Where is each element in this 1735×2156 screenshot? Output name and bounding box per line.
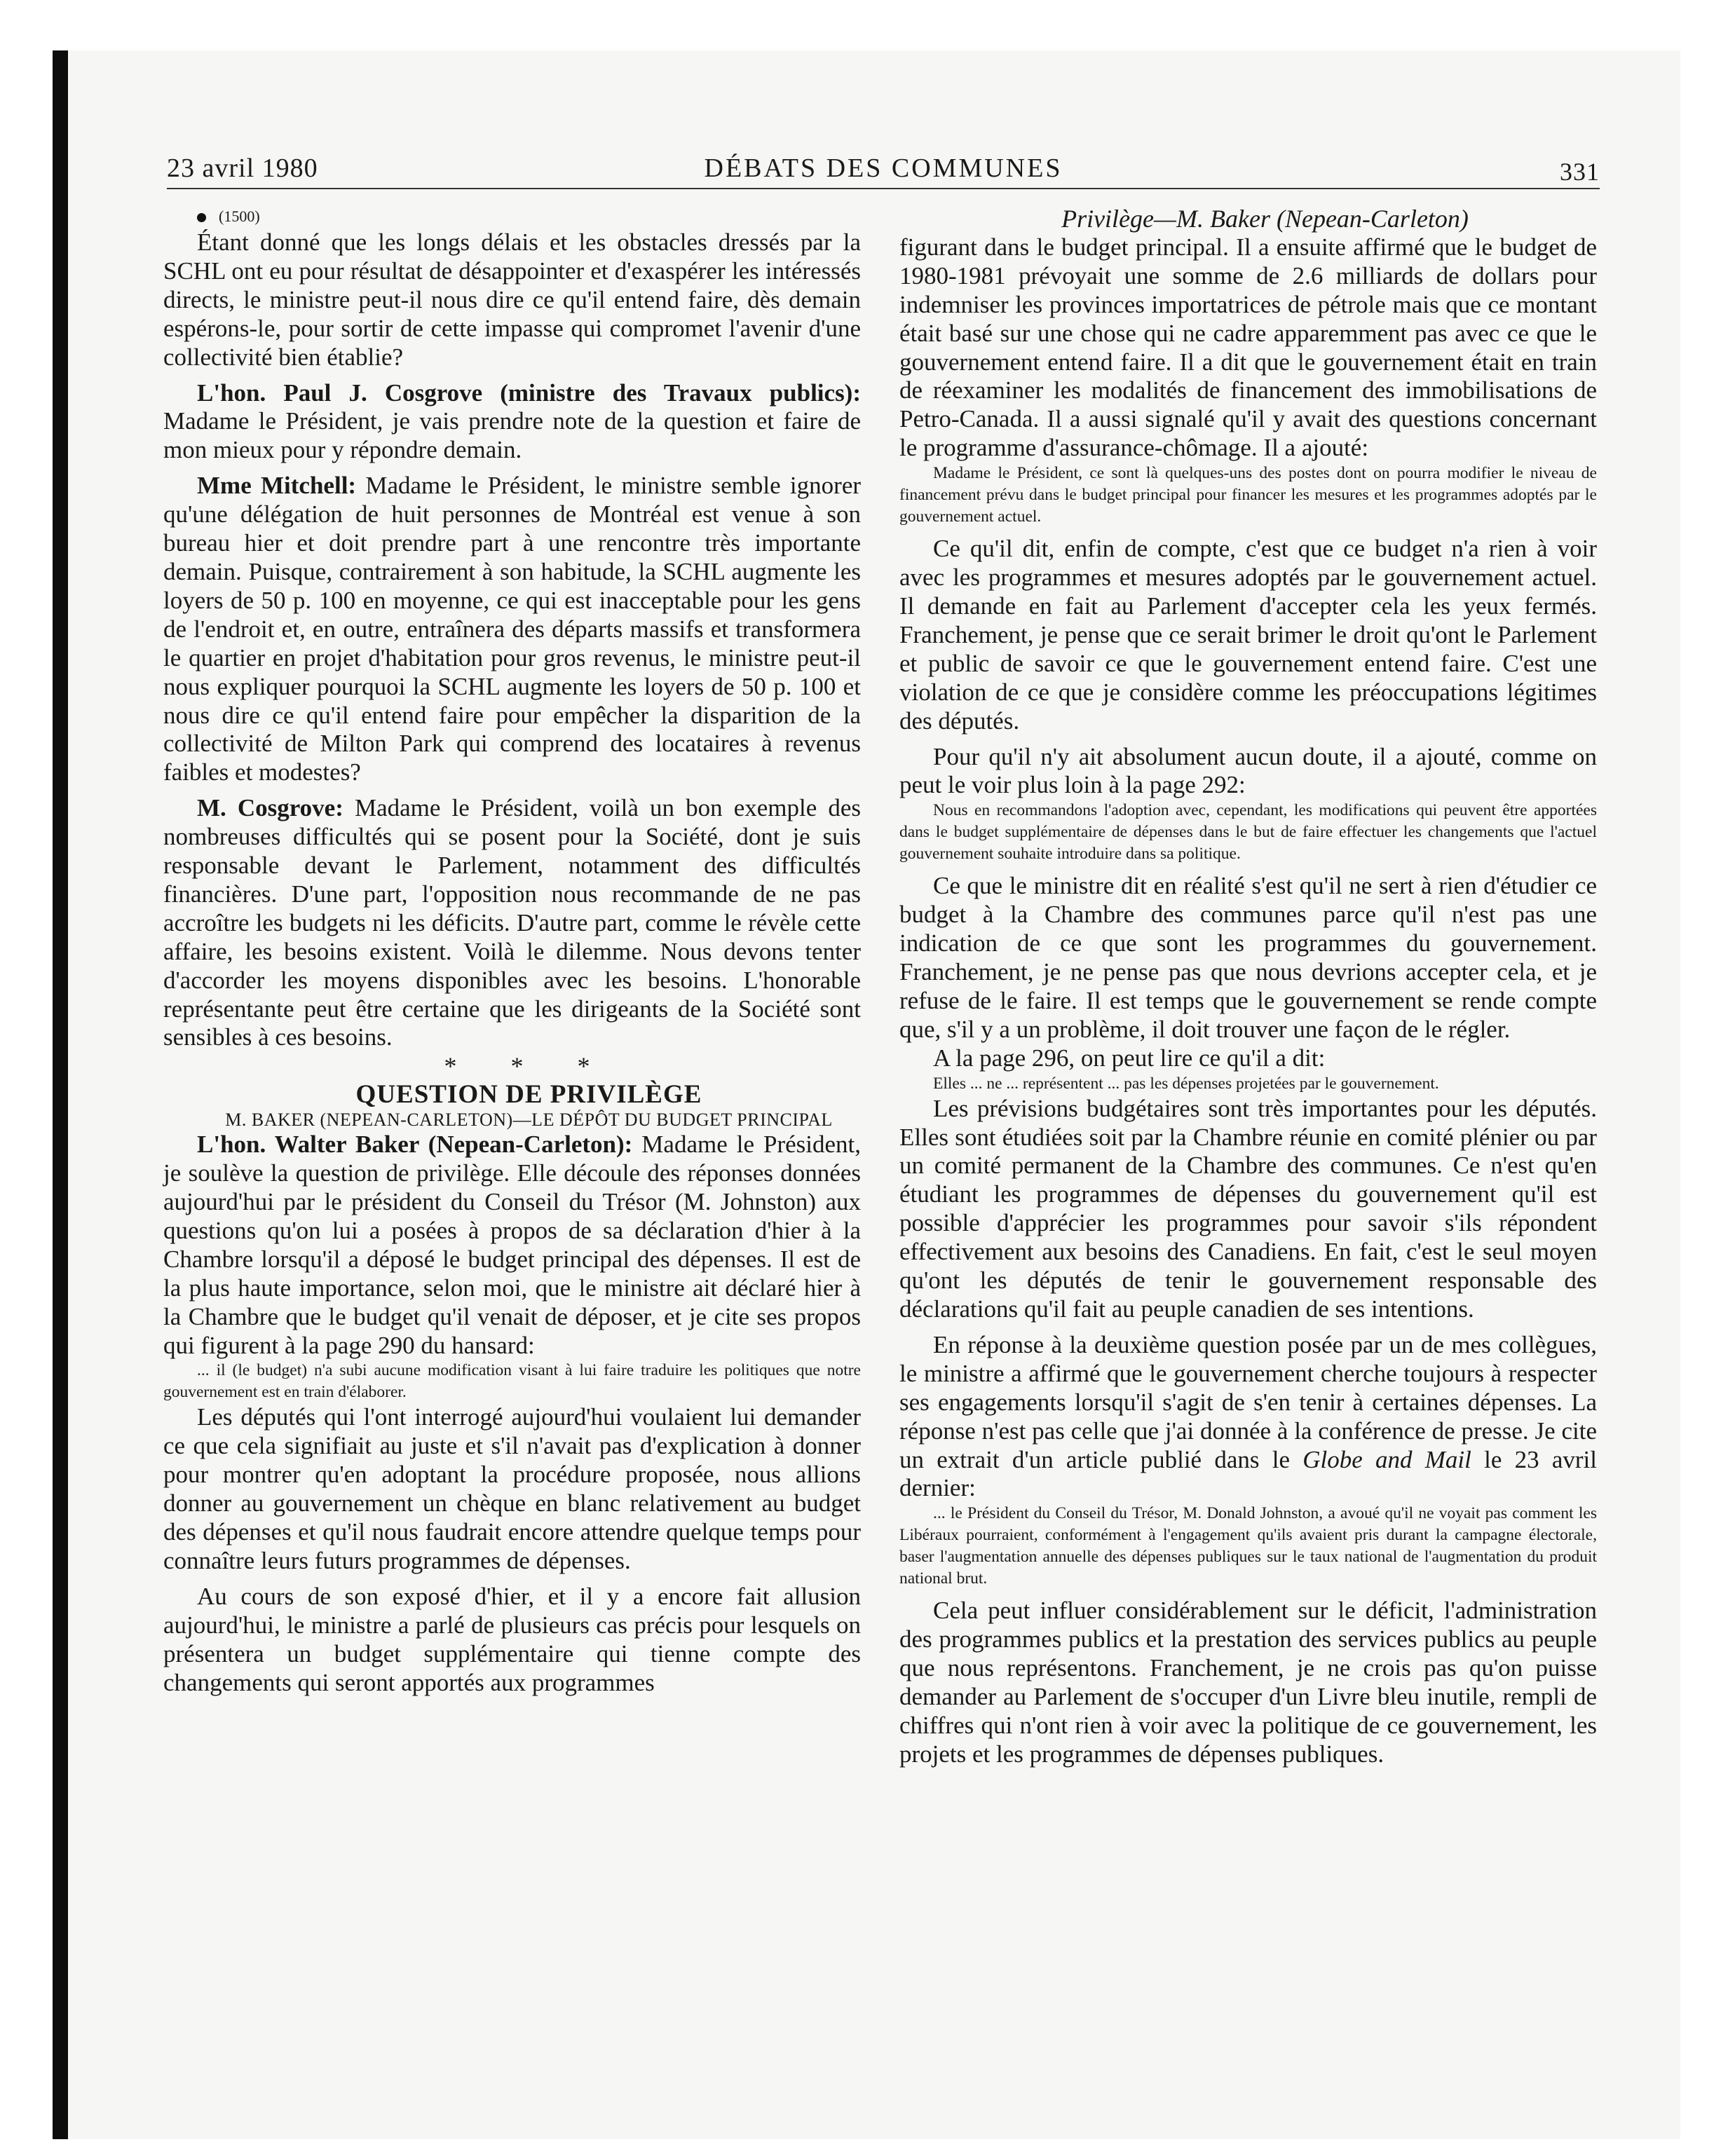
speaker-name: L'hon. Paul J. Cosgrove (ministre des Travaux publics):: [197, 378, 861, 407]
paragraph: [163, 1131, 861, 1360]
block-quote: ... il (le budget) n'a subi aucune modification visant à lui faire traduire les politiques que notre gouvernement est en train d'élaborer.: [163, 1361, 861, 1402]
paragraph: Cela peut influer considérablement sur le déficit, l'administration des programmes publics et la prestation des services publics au peuple que nous représentons. Franchement, je ne crois pas qu'on puisse demander au Parlement de s'occuper d'un Livre bleu inutile, rempli de chiffres qui n'ont rien à voir avec la politique de ce gouvernement, les projets et les programmes de dépenses publiques.: [899, 1597, 1597, 1768]
paragraph: Étant donné que les longs délais et les obstacles dressés par la SCHL ont eu pour résultat de désappointer et d'exaspérer les intéressés directs, le ministre peut-il nous dire ce qu'il entend faire, dès demain espérons-le, pour sortir de cette impasse qui compromet l'avenir d'une collectivité bien établie?: [163, 228, 861, 371]
paragraph: figurant dans le budget principal. Il a ensuite affirmé que le budget de 1980-1981 prévoyait une somme de 2.6 milliards de dollars pour indemniser les provinces importatrices de pétrole mais que ce montant était basé sur une chose qui ne cadre apparemment pas avec ce que le gouvernement entend faire. Il a dit que le gouvernement était en train de réexaminer les modalités de financement des immobilisations de Petro-Canada. Il a aussi signalé qu'il y avait des questions concernant le programme d'assurance-chômage. Il a ajouté:: [899, 233, 1597, 462]
speech-text: Madame le Président, voilà un bon exemple des nombreuses difficultés qui se posent pour la Société, dont je suis responsable devant le Parlement, notamment des difficultés financières. D'une part, l'opposition nous recommande de ne pas accroître les budgets ni les déficits. D'autre part, comme le révèle cette affaire, les besoins existent. Voilà le dilemme. Nous devons tenter d'accorder les moyens disponibles avec les besoins. L'honorable représentante peut être certaine que les dirigeants de la Société sont sensibles à ces besoins.: [163, 794, 861, 1051]
speech-text: Madame le Président, je soulève la question de privilège. Elle découle des réponses données aujourd'hui par le président du Conseil du Trésor (M. Johnston) aux questions qu'on lui a posées à propos de sa déclaration d'hier à la Chambre lorsqu'il a déposé le budget principal des dépenses. Il est de la plus haute importance, selon moi, que le ministre ait déclaré hier à la Chambre que le budget qu'il venait de déposer, et je cite ses propos qui figurent à la page 290 du hansard:: [163, 1131, 861, 1359]
speech-text: le 23 avril dernier:: [899, 1445, 1597, 1502]
page-header: [167, 153, 1600, 189]
section-separator: * * *: [444, 1052, 614, 1081]
header-date: 23 avril 1980: [167, 153, 318, 183]
paragraph: Au cours de son exposé d'hier, et il y a encore fait allusion aujourd'hui, le ministre a parlé de plusieurs cas précis pour lesquels on présentera un budget supplémentaire qui tienne compte des changements qui seront apportés aux programmes: [163, 1582, 861, 1696]
paragraph: Les députés qui l'ont interrogé aujourd'hui voulaient lui demander ce que cela signifiait au juste et s'il n'avait pas d'explication à donner pour montrer qu'en adoptant la procédure proposée, nous allions donner au gouvernement un chèque en blanc relativement au budget des dépenses et qu'il nous faudrait encore attendre quelque temps pour connaître leurs futurs programmes de dépenses.: [163, 1403, 861, 1574]
paragraph: [163, 794, 861, 1052]
scan-edge: [53, 50, 68, 2139]
section-title: QUESTION DE PRIVILÈGE: [355, 1080, 702, 1110]
speech-text: En réponse à la deuxième question posée par un de mes collègues, le ministre a affirmé que le gouvernement cherche toujours à respecter ses engagements lorsqu'il s'agit de s'en tenir à certaines dépenses. La réponse n'est pas celle que j'ai donnée à la conférence de presse. Je cite un extrait d'un article publié dans le: [899, 1330, 1597, 1473]
speaker-name: M. Cosgrove:: [197, 794, 343, 822]
paragraph: Ce qu'il dit, enfin de compte, c'est que ce budget n'a rien à voir avec les programmes et mesures adoptés par le gouvernement actuel. Il demande en fait au Parlement d'accepter cela les yeux fermés. Franchement, je pense que ce serait brimer le droit qu'ont le Parlement et public de savoir ce que le gouvernement entend faire. C'est une violation de ce que je considère comme les préoccupations légitimes des députés.: [899, 535, 1597, 735]
page-number: 331: [1560, 158, 1600, 186]
speaker-name: L'hon. Walter Baker (Nepean-Carleton):: [197, 1131, 633, 1159]
block-quote: Madame le Président, ce sont là quelques-uns des postes dont on pourra modifier le niveau de financement prévu dans le budget principal pour financer les mesures et les programmes adoptés par le gouvernement actuel.: [899, 464, 1597, 526]
newspaper-title: Globe and Mail: [1302, 1445, 1471, 1473]
paragraph: [163, 379, 861, 465]
time-marker-text: (1500): [219, 207, 260, 225]
speaker-name: Mme Mitchell:: [197, 472, 357, 500]
paragraph: Les prévisions budgétaires sont très importantes pour les députés. Elles sont étudiées soit par la Chambre réunie en comité plénier ou par un comité permanent de la Chambre des communes. Ce n'est qu'en étudiant les programmes de dépenses du gouvernement qu'il est possible d'apprécier les programmes pour savoir s'ils répondent effectivement aux besoins des Canadiens. En fait, c'est le seul moyen qu'ont les députés de tenir le gouvernement responsable des déclarations qu'il fait au peuple canadien de ses intentions.: [899, 1094, 1597, 1323]
speech-text: Madame le Président, je vais prendre note de la question et faire de mon mieux pour y répondre demain.: [163, 407, 861, 464]
paragraph: A la page 296, on peut lire ce qu'il a dit:: [933, 1044, 1326, 1072]
right-column: [899, 205, 1597, 1769]
paragraph: [163, 472, 861, 787]
section-subtitle: M. BAKER (NEPEAN-CARLETON)—LE DÉPÔT DU BUDGET PRINCIPAL: [225, 1110, 833, 1131]
running-head: Privilège—M. Baker (Nepean-Carleton): [1061, 205, 1469, 233]
paragraph: [899, 1331, 1597, 1503]
header-title: DÉBATS DES COMMUNES: [704, 153, 1063, 183]
block-quote: Elles ... ne ... représentent ... pas les dépenses projetées par le gouvernement.: [933, 1074, 1439, 1093]
speech-text: Madame le Président, le ministre semble ignorer qu'une délégation de huit personnes de Montréal est venue à son bureau hier et doit prendre part à une rencontre très importante demain. Puisque, contrairement à son habitude, la SCHL augmente les loyers de 50 p. 100 en moyenne, ce qui est inacceptable pour les gens de l'endroit et, en outre, entraînera des départs massifs et transformera le quartier en projet d'habitation pour gros revenus, le ministre peut-il nous expliquer pourquoi la SCHL augmente les loyers de 50 p. 100 et nous dire ce qu'il entend faire pour empêcher la disparition de la collectivité de Milton Park qui comprend des locataires à revenus faibles et modestes?: [163, 472, 862, 786]
bullet-icon: [197, 213, 206, 222]
paragraph: Ce que le ministre dit en réalité s'est qu'il ne sert à rien d'étudier ce budget à la Chambre des communes parce qu'il n'est pas une indication de ce que sont les programmes du gouvernement. Franchement, je ne pense pas que nous devrions accepter cela, et je refuse de le faire. Il est temps que le gouvernement se rende compte que, s'il y a un problème, il doit trouver une façon de le régler.: [899, 872, 1597, 1043]
left-column: [163, 205, 861, 1698]
paragraph: Pour qu'il n'y ait absolument aucun doute, il a ajouté, comme on peut le voir plus loin à la page 292:: [899, 742, 1597, 799]
block-quote: ... le Président du Conseil du Trésor, M. Donald Johnston, a avoué qu'il ne voyait pas comment les Libéraux pourraient, conformément à l'engagement qu'ils avaient pris durant la campagne électorale, baser l'augmentation annuelle des dépenses publiques sur le taux national de l'augmentation du produit national brut.: [899, 1504, 1597, 1588]
time-marker: [163, 205, 861, 228]
block-quote: Nous en recommandons l'adoption avec, cependant, les modifications qui peuvent être apportées dans le budget supplémentaire de dépenses dans le but de faire effectuer les changements que l'actuel gouvernement souhaite introduire dans sa politique.: [899, 801, 1597, 864]
